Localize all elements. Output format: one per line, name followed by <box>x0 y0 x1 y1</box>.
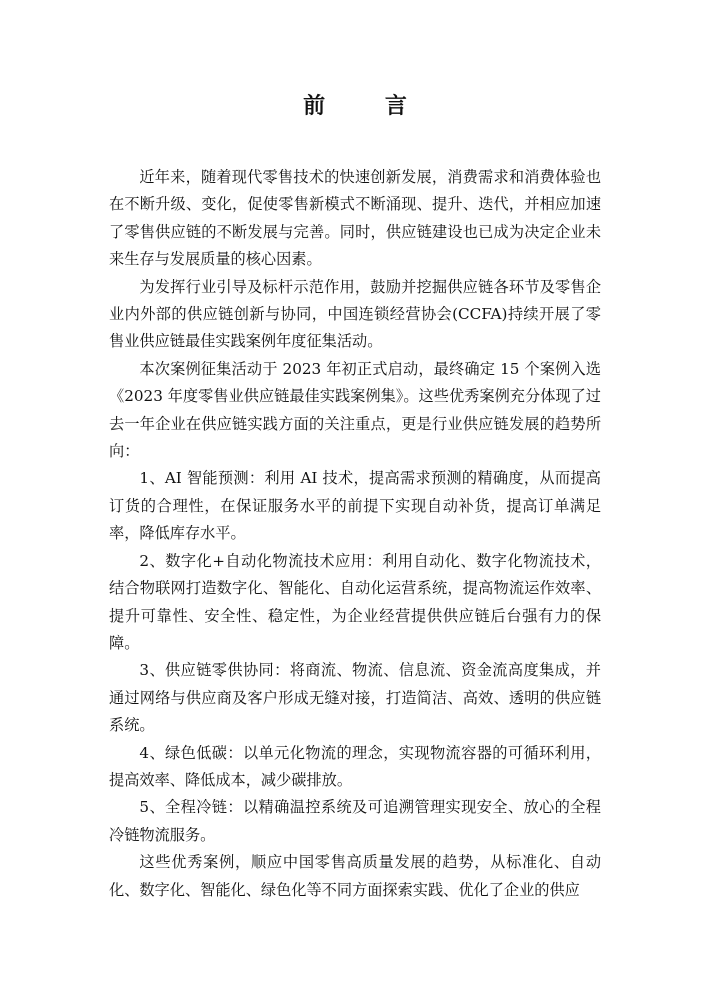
list-item-digital-logistics: 2、数字化+自动化物流技术应用：利用自动化、数字化物流技术，结合物联网打造数字化、智能化、自动化运营系统，提高物流运作效率、提升可靠性、安全性、稳定性，为企业经营提供供应链后台强有力的保障。 <box>109 551 601 652</box>
list-item-green-low-carbon: 4、绿色低碳：以单元化物流的理念，实现物流容器的可循环利用，提高效率、降低成本，减少碳排放。 <box>109 743 601 789</box>
paragraph-campaign: 本次案例征集活动于 2023 年初正式启动，最终确定 15 个案例入选《2023 年度零售业供应链最佳实践案例集》。这些优秀案例充分体现了过去一年企业在供应链实践方面的关注重点，更是行业供应链发展的趋势所向： <box>109 359 601 461</box>
list-item-supplier-collaboration: 3、供应链零供协同：将商流、物流、信息流、资金流高度集成，并通过网络与供应商及客户形成无缝对接，打造简洁、高效、透明的供应链系统。 <box>109 661 601 735</box>
page-title: 前 言 <box>303 94 433 119</box>
list-item-ai-forecast: 1、AI 智能预测：利用 AI 技术，提高需求预测的精确度，从而提高订货的合理性，在保证服务水平的前提下实现自动补货，提高订单满足率，降低库存水平。 <box>109 469 601 543</box>
paragraph-purpose: 为发挥行业引导及标杆示范作用，鼓励并挖掘供应链各环节及零售企业内外部的供应链创新与协同，中国连锁经营协会(CCFA)持续开展了零售业供应链最佳实践案例年度征集活动。 <box>109 277 601 351</box>
list-item-cold-chain: 5、全程冷链：以精确温控系统及可追溯管理实现安全、放心的全程冷链物流服务。 <box>109 798 601 844</box>
paragraph-intro: 近年来，随着现代零售技术的快速创新发展，消费需求和消费体验也在不断升级、变化，促使零售新模式不断涌现、提升、迭代，并相应加速了零售供应链的不断发展与完善。同时，供应链建设也已成为决定企业未来生存与发展质量的核心因素。 <box>109 168 601 269</box>
paragraph-conclusion: 这些优秀案例，顺应中国零售高质量发展的趋势，从标准化、自动化、数字化、智能化、绿色化等不同方面探索实践、优化了企业的供应 <box>109 853 601 899</box>
body-text <box>109 164 601 904</box>
